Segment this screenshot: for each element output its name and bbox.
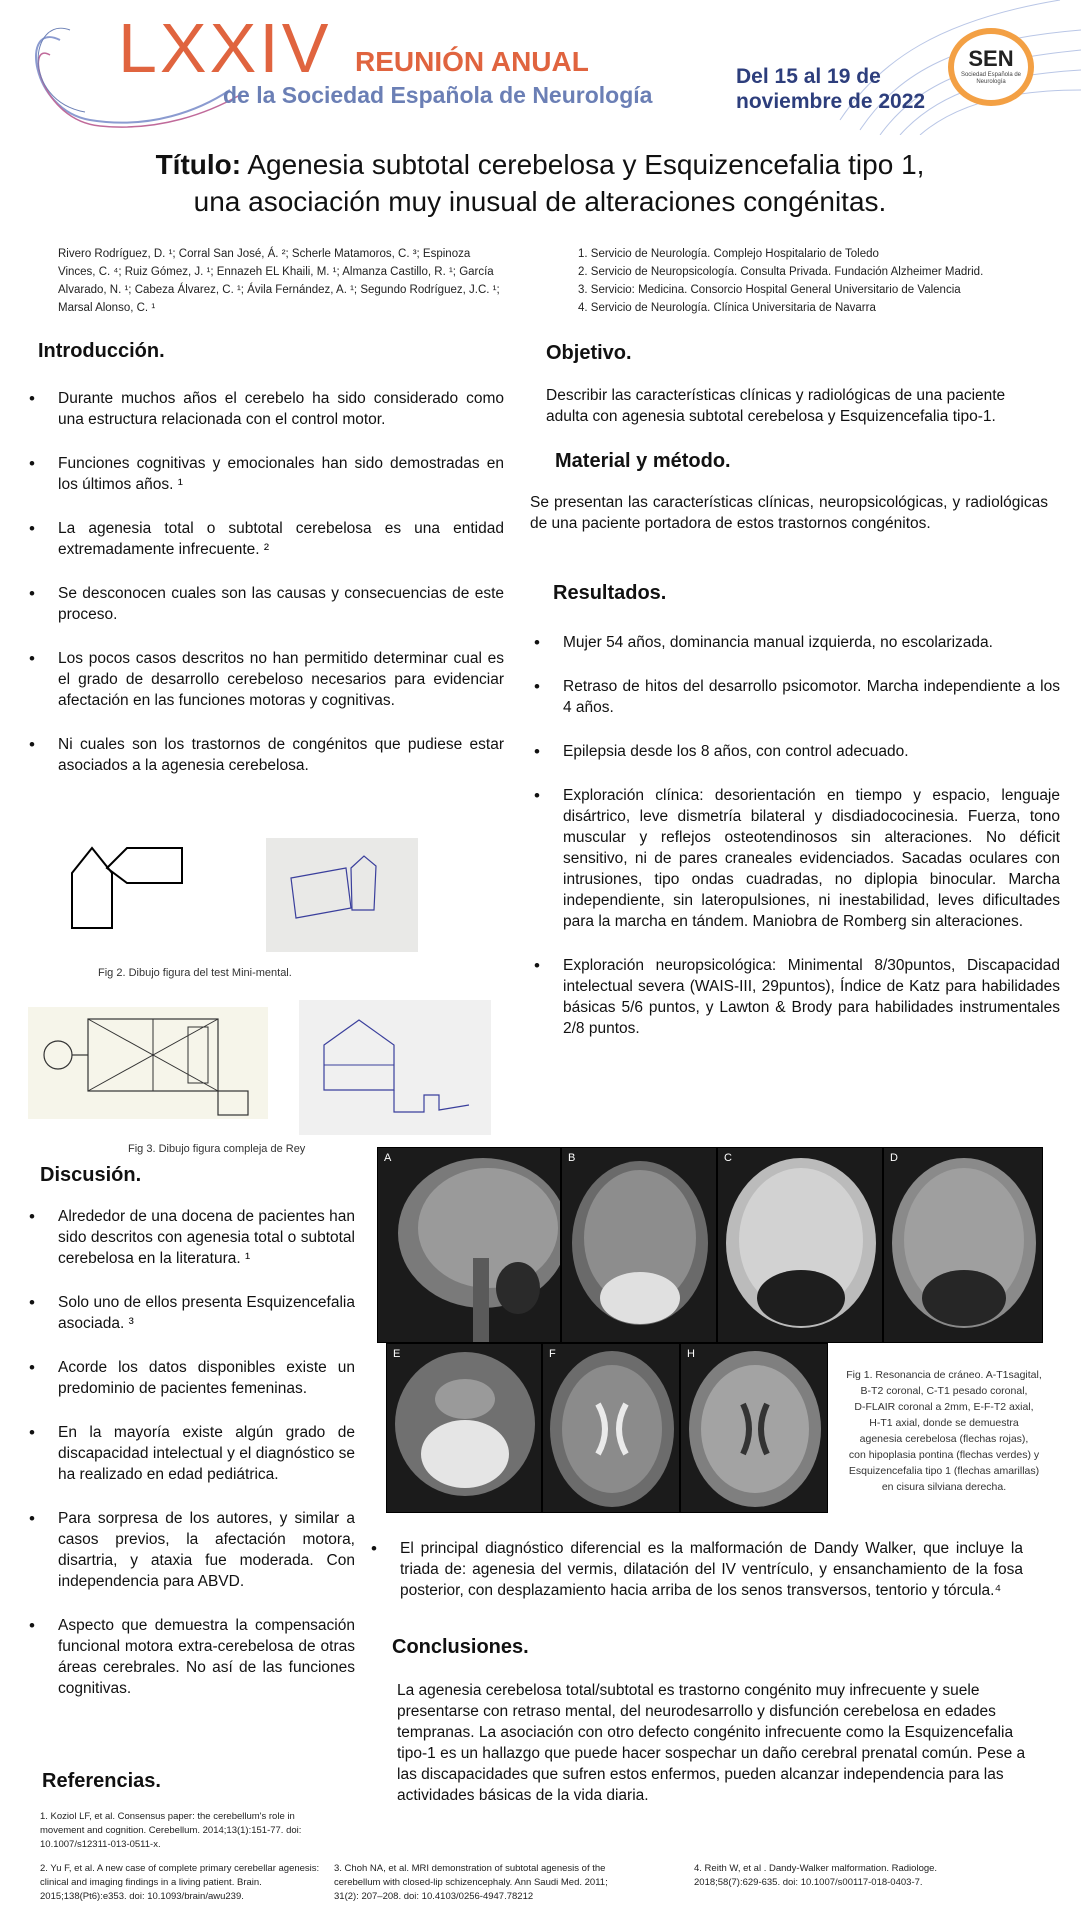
fig1-caption-line: B-T2 coronal, C-T1 pesado coronal, bbox=[860, 1385, 1028, 1397]
method-heading: Material y método. bbox=[555, 450, 731, 472]
affiliation-item: 3. Servicio: Medicina. Consorcio Hospital General Universitario de Valencia bbox=[578, 284, 961, 296]
discussion-list bbox=[29, 1206, 355, 1722]
mri-panel-d bbox=[883, 1147, 1043, 1343]
objective-heading: Objetivo. bbox=[546, 342, 632, 364]
conference-banner bbox=[0, 0, 1081, 135]
list-item: • Solo uno de ellos presenta Esquizencefalia asociada. ³ bbox=[29, 1292, 355, 1334]
results-heading: Resultados. bbox=[553, 582, 667, 604]
method-text: Se presentan las características clínicas, neuropsicológicas, y radiológicas de una paciente portadora de estos trastornos congénitos. bbox=[530, 494, 1048, 532]
list-item: • Acorde los datos disponibles existe un predominio de pacientes femeninas. bbox=[29, 1357, 355, 1399]
rey-reference-figure bbox=[28, 1007, 268, 1119]
list-item: • Ni cuales son los trastornos de congénitos que pudiese estar asociados a la agenesia cerebelosa. bbox=[29, 734, 504, 776]
list-item: • Alrededor de una docena de pacientes han sido descritos con agenesia total o subtotal cerebelosa en la literatura. ¹ bbox=[29, 1206, 355, 1269]
mri-panel-e bbox=[386, 1343, 542, 1513]
fig1-caption-line: D-FLAIR coronal a 2mm, E-F-T2 axial, bbox=[854, 1401, 1034, 1413]
mri-label-f: F bbox=[549, 1348, 556, 1360]
mri-panel-c bbox=[717, 1147, 883, 1343]
sen-logo bbox=[948, 28, 1034, 106]
discussion-heading: Discusión. bbox=[40, 1164, 142, 1186]
authors-line: Alvarado, N. ¹; Cabeza Álvarez, C. ¹; Ávila Fernández, A. ¹; Segundo Rodríguez, J.C. ¹; bbox=[58, 284, 500, 296]
list-item: • Durante muchos años el cerebelo ha sido considerado como una estructura relacionada con el control motor. bbox=[29, 388, 504, 430]
fig1-caption-line: agenesia cerebelosa (flechas rojas), bbox=[859, 1433, 1029, 1445]
mri-label-d: D bbox=[890, 1152, 898, 1164]
fig1-caption-line: con hipoplasia pontina (flechas verdes) y bbox=[848, 1449, 1040, 1461]
sen-logo-text: SEN bbox=[968, 46, 1014, 71]
mri-panel-a bbox=[377, 1147, 561, 1343]
authors-line: Marsal Alonso, C. ¹ bbox=[58, 302, 156, 314]
affiliations bbox=[578, 245, 1058, 317]
fig1-caption-line: Esquizencefalia tipo 1 (flechas amarillas) bbox=[848, 1465, 1040, 1477]
list-item: • Exploración clínica: desorientación en tiempo y espacio, lenguaje disártrico, leve dismetría bilateral y disdiadococinesia. Fuerza, tono muscular y reflejos osteotendinosos sin alteraciones. No déficit sensitivo, ni de pares craneales evidenciados. Sacadas oculares con intrusiones, tipo ondas cuadradas, no diplopia binocular. Marcha independiente, sin lateropulsiones, ni inestabilidad, leves dificultades para la marcha en tándem. Maniobra de Romberg sin alteraciones. bbox=[534, 785, 1060, 932]
banner-date-line2: noviembre de 2022 bbox=[736, 90, 926, 113]
differential-diagnosis-list bbox=[371, 1538, 1023, 1624]
list-item: • La agenesia total o subtotal cerebelosa es una entidad extremadamente infrecuente. ² bbox=[29, 518, 504, 560]
reference-3: 3. Choh NA, et al. MRI demonstration of subtotal agenesis of the cerebellum with closed-lip schizencephaly. Ann Saudi Med. 2011; 31(2): 207–208. doi: 10.4103/0256-4947.78212 bbox=[334, 1863, 608, 1902]
list-item: • Aspecto que demuestra la compensación funcional motora extra-cerebelosa de otras áreas cerebrales. No así de las funciones cognitivas. bbox=[29, 1615, 355, 1699]
list-item: • Se desconocen cuales son las causas y consecuencias de este proceso. bbox=[29, 583, 504, 625]
title-line1: Agenesia subtotal cerebelosa y Esquizencefalia tipo 1, bbox=[241, 149, 925, 180]
list-item: • Exploración neuropsicológica: Minimental 8/30puntos, Discapacidad intelectual severa (WAIS-III, 29puntos), Índice de Katz para habilidades básicas 5/6 puntos, y Lawton & Brody para habilidades instrumentales 2/8 puntos. bbox=[534, 955, 1060, 1039]
intro-list bbox=[29, 388, 504, 799]
poster-title bbox=[60, 146, 1020, 220]
fig1-caption-line: Fig 1. Resonancia de cráneo. A-T1sagital, bbox=[846, 1369, 1042, 1381]
rey-patient-drawing bbox=[299, 1000, 491, 1135]
list-item: • Retraso de hitos del desarrollo psicomotor. Marcha independiente a los 4 años. bbox=[534, 676, 1060, 718]
authors-line: Vinces, C. ⁴; Ruiz Gómez, J. ¹; Ennazeh EL Khaili, M. ¹; Almanza Castillo, R. ¹; García bbox=[58, 266, 494, 278]
reference-4: 4. Reith W, et al . Dandy-Walker malformation. Radiologe. 2018;58(7):629-635. doi: 10.1007/s00117-018-0403-7. bbox=[694, 1863, 938, 1888]
banner-date bbox=[736, 64, 925, 114]
list-item: • Los pocos casos descritos no han permitido determinar cual es el grado de desarrollo cerebeloso necesarios para evidenciar afectación en las funciones motoras y cognitivas. bbox=[29, 648, 504, 711]
references-heading: Referencias. bbox=[42, 1770, 161, 1792]
fig1-caption bbox=[834, 1367, 1054, 1495]
list-item: • Epilepsia desde los 8 años, con control adecuado. bbox=[534, 741, 1060, 762]
list-item: • Para sorpresa de los autores, y similar a casos previos, la afectación motora, disartria, y ataxia fue moderada. Con independencia para ABVD. bbox=[29, 1508, 355, 1592]
conclusions-text: La agenesia cerebelosa total/subtotal es trastorno congénito muy infrecuente y suele presentarse con retraso mental, del neurodesarrollo y disfunción cerebelosa en edades tempranas. La asociación con otro defecto congénito infrecuente como la Esquizencefalia tipo-1 es un hallazgo que puede hacer sospechar un daño cerebral prenatal común. Pese a las discapacidades que sufren estos enfermos, pueden alcanzar independencia para las actividades básicas de la vida diaria. bbox=[397, 1682, 1026, 1804]
affiliation-item: 2. Servicio de Neuropsicología. Consulta Privada. Fundación Alzheimer Madrid. bbox=[578, 266, 984, 278]
reference-2: 2. Yu F, et al. A new case of complete primary cerebellar agenesis: clinical and imaging findings in a living patient. Brain. 2015;138(Pt6):e353. doi: 10.1093/brain/awu239. bbox=[40, 1863, 320, 1902]
mri-label-a: A bbox=[384, 1152, 392, 1164]
fig3-caption: Fig 3. Dibujo figura compleja de Rey bbox=[128, 1143, 306, 1155]
mri-panel-f bbox=[542, 1343, 680, 1513]
title-label: Título: bbox=[155, 149, 242, 180]
banner-reunion: REUNIÓN ANUAL bbox=[355, 46, 589, 77]
intro-heading: Introducción. bbox=[38, 340, 165, 362]
affiliation-item: 4. Servicio de Neurología. Clínica Universitaria de Navarra bbox=[578, 302, 876, 314]
fig2-caption: Fig 2. Dibujo figura del test Mini-mental. bbox=[98, 967, 292, 979]
minimental-reference-figure bbox=[62, 838, 192, 932]
banner-date-line1: Del 15 al 19 de bbox=[736, 65, 881, 88]
results-list bbox=[534, 632, 1060, 1062]
affiliation-item: 1. Servicio de Neurología. Complejo Hospitalario de Toledo bbox=[578, 248, 879, 260]
objective-text: Describir las características clínicas y radiológicas de una paciente adulta con agenesia subtotal cerebelosa y Esquizencefalia tipo-1. bbox=[546, 387, 1006, 425]
fig1-caption-line: en cisura silviana derecha. bbox=[881, 1481, 1007, 1493]
title-line2: una asociación muy inusual de alteraciones congénitas. bbox=[193, 186, 887, 217]
list-item: • Mujer 54 años, dominancia manual izquierda, no escolarizada. bbox=[534, 632, 1060, 653]
list-item: • En la mayoría existe algún grado de discapacidad intelectual y el diagnóstico se ha realizado en edad pediátrica. bbox=[29, 1422, 355, 1485]
mri-label-c: C bbox=[724, 1152, 732, 1164]
list-item: • El principal diagnóstico diferencial es la malformación de Dandy Walker, que incluye la triada de: agenesia del vermis, dilatación del IV ventrículo, y ensanchamiento de la fosa posterior, con desplazamiento hacia arriba de los senos transversos, tentorio y tórcula.⁴ bbox=[371, 1538, 1023, 1601]
mri-label-e: E bbox=[393, 1348, 401, 1360]
sen-logo-subtext: Sociedad Española de Neurología bbox=[960, 72, 1022, 85]
mri-label-b: B bbox=[568, 1152, 576, 1164]
minimental-patient-drawing bbox=[266, 838, 418, 952]
mri-panel-h bbox=[680, 1343, 828, 1513]
mri-panel-b bbox=[561, 1147, 717, 1343]
banner-society: de la Sociedad Española de Neurología bbox=[223, 82, 653, 108]
reference-1: 1. Koziol LF, et al. Consensus paper: the cerebellum's role in movement and cognition. Cerebellum. 2014;13(1):151-77. doi: 10.1007/s12311-013-0511-x. bbox=[40, 1811, 302, 1850]
banner-roman-numeral: LXXIV bbox=[118, 9, 332, 87]
mri-label-h: H bbox=[687, 1348, 695, 1360]
fig1-caption-line: H-T1 axial, donde se demuestra bbox=[869, 1417, 1019, 1429]
authors-line: Rivero Rodríguez, D. ¹; Corral San José, Á. ²; Scherle Matamoros, C. ³; Espinoza bbox=[58, 248, 471, 260]
authors bbox=[58, 245, 538, 317]
list-item: • Funciones cognitivas y emocionales han sido demostradas en los últimos años. ¹ bbox=[29, 453, 504, 495]
conclusions-heading: Conclusiones. bbox=[392, 1636, 529, 1658]
